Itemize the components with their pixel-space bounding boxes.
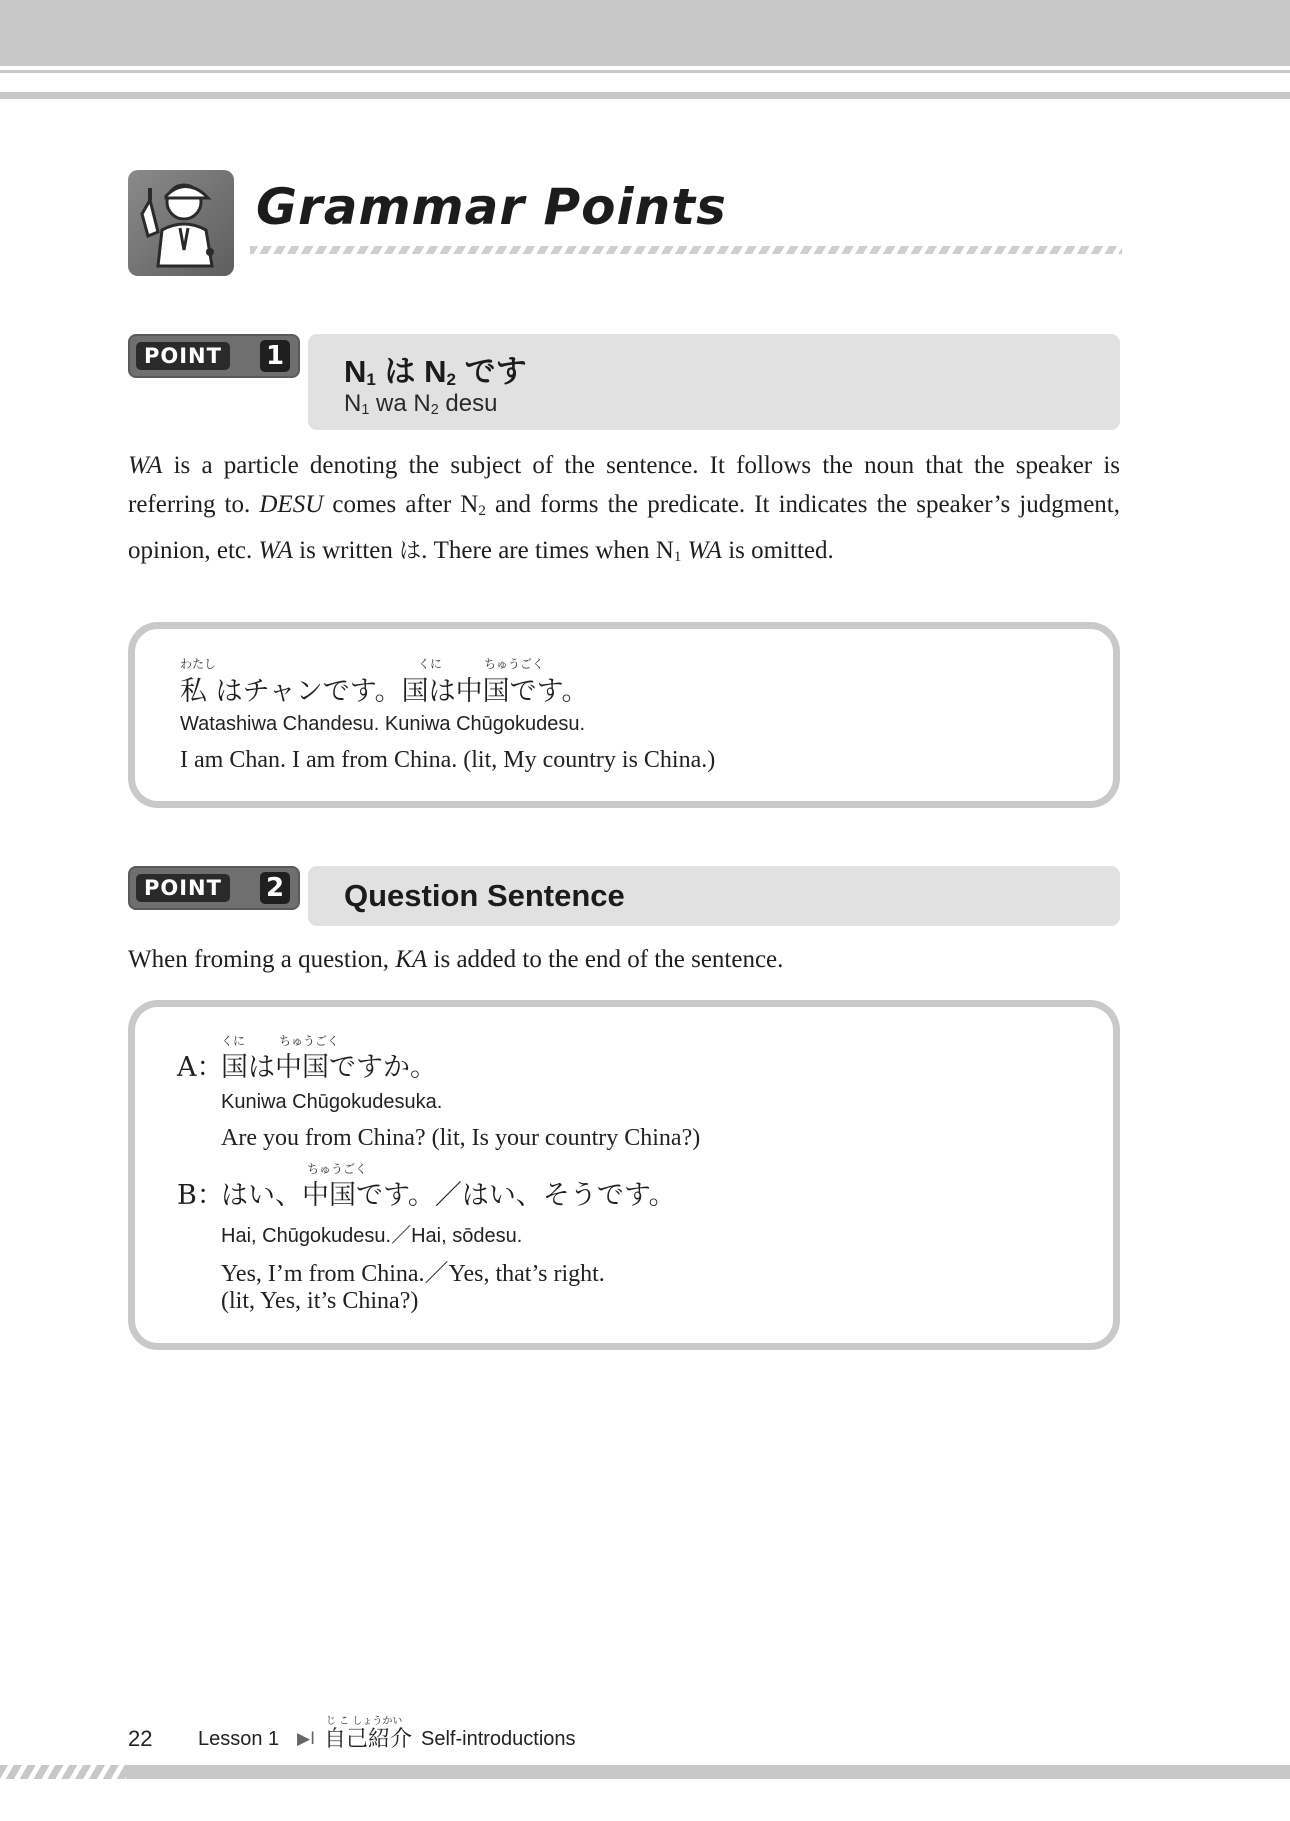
title-underline <box>250 246 1122 254</box>
point-1-subtitle: $N_1$ wa $N_2$ desu <box>344 390 498 418</box>
speaker-a-japanese: 国は中国ですか。 <box>221 1052 437 1083</box>
point-2-header <box>308 866 1120 926</box>
wave-icon: ≀ <box>290 872 299 897</box>
ruby-text: ちゅうごく <box>279 1034 340 1048</box>
page-title: Grammar Points <box>256 178 727 236</box>
ruby-text: わたし <box>180 657 217 671</box>
wave-icon: ≀ <box>290 340 299 365</box>
play-arrow-icon: ▶I <box>297 1729 316 1749</box>
header-divider <box>0 70 1290 73</box>
example-box-2 <box>128 1000 1120 1350</box>
point-badge-label: POINT <box>136 874 230 902</box>
point-badge-number: 2 <box>260 872 290 904</box>
speaker-a-english: Are you from China? (lit, Is your country China?) <box>221 1125 701 1151</box>
example-box-1 <box>128 622 1120 808</box>
ruby-text: ちゅうごく <box>484 657 545 671</box>
speaker-b-english-lit: (lit, Yes, it’s China?) <box>221 1288 419 1314</box>
point-badge-number: 1 <box>260 340 290 372</box>
example-english: I am Chan. I am from China. (lit, My country is China.) <box>180 747 716 773</box>
point-2-title: Question Sentence <box>344 878 625 913</box>
speaker-b-romaji: Hai, Chūgokudesu.／Hai, sōdesu. <box>221 1225 523 1247</box>
header-band <box>0 0 1290 66</box>
point-1-header <box>308 334 1120 430</box>
speaker-b-english: Yes, I’m from China.／Yes, that’s right. <box>221 1261 605 1287</box>
lesson-label: Lesson 1 <box>198 1728 280 1750</box>
point-1-title: $N_1$ は $N_2$ です <box>344 354 527 389</box>
speaker-b-japanese: はい、中国です。／はい、そうです。 <box>221 1180 676 1211</box>
speaker-a-romaji: Kuniwa Chūgokudesuka. <box>221 1091 443 1113</box>
lesson-title-english: Self-introductions <box>421 1728 576 1750</box>
example-romaji: Watashiwa Chandesu. Kuniwa Chūgokudesu. <box>180 713 586 735</box>
point-2-badge <box>128 866 300 910</box>
lesson-title-japanese: 自己紹介 <box>324 1727 413 1752</box>
ruby-text: くに <box>418 657 443 671</box>
ruby-text: くに <box>221 1034 246 1048</box>
example-japanese: 私 はチャンです。国は中国です。 <box>180 676 589 707</box>
page-number: 22 <box>128 1726 153 1751</box>
ruby-text: じ こ しょうかい <box>326 1716 403 1727</box>
point-2-explanation: When froming a question, KA is added to the end of the sentence. <box>128 946 784 973</box>
footer-bar <box>126 1765 1290 1779</box>
point-badge-label: POINT <box>136 342 230 370</box>
point-1-badge <box>128 334 300 378</box>
teacher-icon <box>128 170 234 276</box>
ruby-text: ちゅうごく <box>307 1162 368 1176</box>
speaker-b-label: B： <box>177 1180 224 1211</box>
header-divider <box>0 92 1290 99</box>
point-1-explanation: WA is a particle denoting the subject of the sentence. It follows the noun that the speaker is referring to. DESU comes after $N_2$ and forms the predicate. It indicates the speaker’s judgment, opinion, etc. WA is written は. There are times when $N_1$ WA is omitted. <box>128 452 1120 565</box>
footer-hatch <box>0 1765 126 1779</box>
speaker-a-label: A： <box>177 1052 224 1083</box>
